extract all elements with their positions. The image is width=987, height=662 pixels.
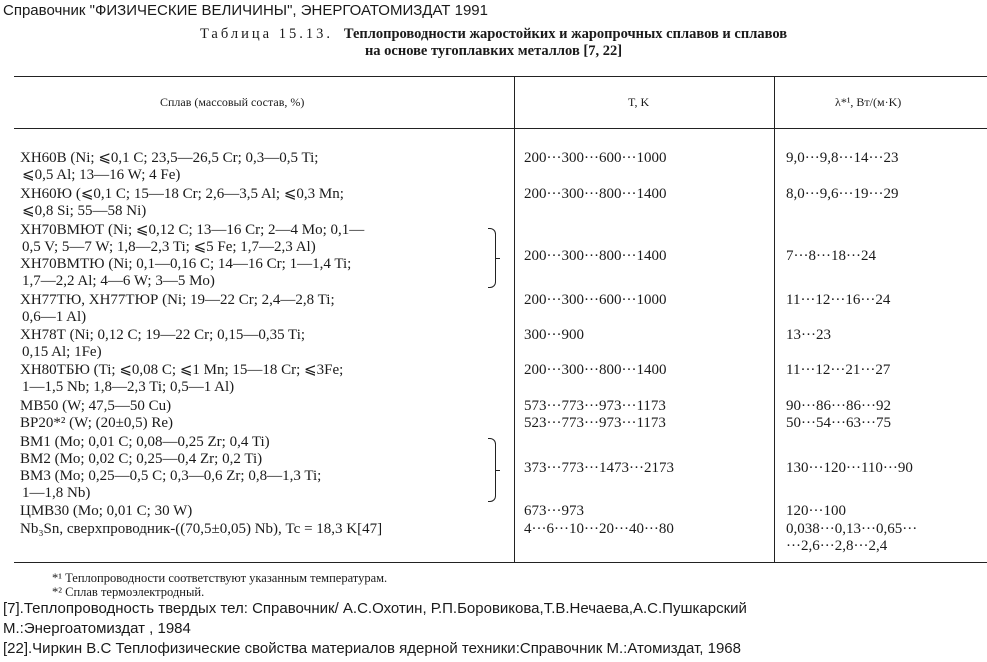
table-caption xyxy=(0,26,987,60)
table-row-temperature: 573···773···973···1173 xyxy=(524,398,666,414)
table-row-alloy: ХН77ТЮ, ХН77ТЮР (Ni; 19—22 Cr; 2,4—2,8 Ti; 0,6—1 Al) xyxy=(20,292,335,325)
caption-title-line2: на основе тугоплавких металлов [7, 22] xyxy=(364,43,623,59)
table-row-conductivity: 13···23 xyxy=(786,327,831,343)
col-divider-2 xyxy=(774,76,775,562)
table-row-conductivity: 8,0···9,6···19···29 xyxy=(786,186,899,202)
source-line: Справочник "ФИЗИЧЕСКИЕ ВЕЛИЧИНЫ", ЭНЕРГОАТОМИЗДАТ 1991 xyxy=(3,2,488,19)
table-row-temperature: 673···973 xyxy=(524,503,584,519)
group-brace xyxy=(488,438,496,502)
table-row-temperature: 4···6···10···20···40···80 xyxy=(524,521,674,537)
reference: [7].Теплопроводность твердых тел: Справочник/ А.С.Охотин, Р.П.Боровикова,Т.В.Нечаева,А.С.Пушкарский xyxy=(3,600,747,617)
header-bottom-rule xyxy=(14,128,987,129)
table-bottom-rule xyxy=(14,562,987,563)
table-top-rule xyxy=(14,76,987,77)
reference: [22].Чиркин В.С Теплофизические свойства материалов ядерной техники:Справочник М.:Атомиздат, 1968 xyxy=(3,640,741,657)
header-temperature: T, K xyxy=(628,95,650,109)
caption-label: Таблица 15.13. xyxy=(199,26,333,42)
table-row-conductivity: 50···54···63···75 xyxy=(786,415,891,431)
group-brace xyxy=(488,228,496,288)
table-row-conductivity: 11···12···21···27 xyxy=(786,362,891,378)
table-row-temperature: 200···300···800···1400 xyxy=(524,362,667,378)
table-row-conductivity: 11···12···16···24 xyxy=(786,292,891,308)
table-row-alloy: ХН60Ю (⩽0,1 C; 15—18 Cr; 2,6—3,5 Al; ⩽0,3 Mn; ⩽0,8 Si; 55—58 Ni) xyxy=(20,186,344,219)
table-row-alloy: ВМ1 (Mo; 0,01 C; 0,08—0,25 Zr; 0,4 Ti) ВМ2 (Mo; 0,02 C; 0,25—0,4 Zr; 0,2 Ti) ВМ3 (Mo; 0,25—0,5 C; 0,3—0,6 Zr; 0,8—1,3 Ti; 1—1,8 Nb) xyxy=(20,434,322,501)
table-row-temperature: 200···300···600···1000 xyxy=(524,292,667,308)
table-row-conductivity: 130···120···110···90 xyxy=(786,460,913,476)
table-row-alloy: ХН78Т (Ni; 0,12 C; 19—22 Cr; 0,15—0,35 Ti; 0,15 Al; 1Fe) xyxy=(20,327,306,360)
caption-title-line1: Теплопроводности жаростойких и жаропрочных сплавов и сплавов xyxy=(343,26,788,42)
table-row-conductivity: 90···86···86···92 xyxy=(786,398,891,414)
table-row-conductivity: 7···8···18···24 xyxy=(786,248,876,264)
caption-line-1 xyxy=(0,26,987,43)
table-row-temperature: 200···300···600···1000 xyxy=(524,150,667,166)
reference: М.:Энергоатомиздат , 1984 xyxy=(3,620,191,637)
table-row-conductivity: 120···100 xyxy=(786,503,846,519)
header-alloy: Сплав (массовый состав, %) xyxy=(160,95,305,109)
header-conductivity: λ*¹, Вт/(м·K) xyxy=(835,95,902,109)
table-row-temperature: 373···773···1473···2173 xyxy=(524,460,674,476)
footnote: *² Сплав термоэлектродный. xyxy=(52,585,205,599)
table-row-temperature: 523···773···973···1173 xyxy=(524,415,666,431)
table-row-temperature: 200···300···800···1400 xyxy=(524,186,667,202)
table-row-temperature: 200···300···800···1400 xyxy=(524,248,667,264)
table-row-alloy: ХН80ТБЮ (Ti; ⩽0,08 C; ⩽1 Mn; 15—18 Cr; ⩽3Fe; 1—1,5 Nb; 1,8—2,3 Ti; 0,5—1 Al) xyxy=(20,362,344,395)
col-divider-1 xyxy=(514,76,515,562)
table-row-alloy: ЦМВ30 (Mo; 0,01 C; 30 W) xyxy=(20,503,193,519)
table-row-alloy: Nb₃Sn, сверхпроводник-((70,5±0,05) Nb), Tc = 18,3 K[47] xyxy=(20,521,383,537)
footnote: *¹ Теплопроводности соответствуют указанным температурам. xyxy=(52,571,388,585)
table-row-temperature: 300···900 xyxy=(524,327,584,343)
table-row-conductivity: 0,038···0,13···0,65··· ···2,6···2,8···2,4 xyxy=(786,521,918,554)
table-row-alloy: ХН70ВМЮТ (Ni; ⩽0,12 C; 13—16 Cr; 2—4 Mo; 0,1— 0,5 V; 5—7 W; 1,8—2,3 Ti; ⩽5 Fe; 1,7—2,3 Al) ХН70ВМТЮ (Ni; 0,1—0,16 C; 14—16 Cr; 1—1,4 Ti; 1,7—2,2 Al; 4—6 W; 3—5 Mo) xyxy=(20,222,365,289)
table-row-alloy: ВР20*² (W; (20±0,5) Re) xyxy=(20,415,173,431)
table-row-alloy: МВ50 (W; 47,5—50 Cu) xyxy=(20,398,172,414)
table-row-alloy: ХН60В (Ni; ⩽0,1 C; 23,5—26,5 Cr; 0,3—0,5 Ti; ⩽0,5 Al; 13—16 W; 4 Fe) xyxy=(20,150,319,183)
table-row-conductivity: 9,0···9,8···14···23 xyxy=(786,150,899,166)
